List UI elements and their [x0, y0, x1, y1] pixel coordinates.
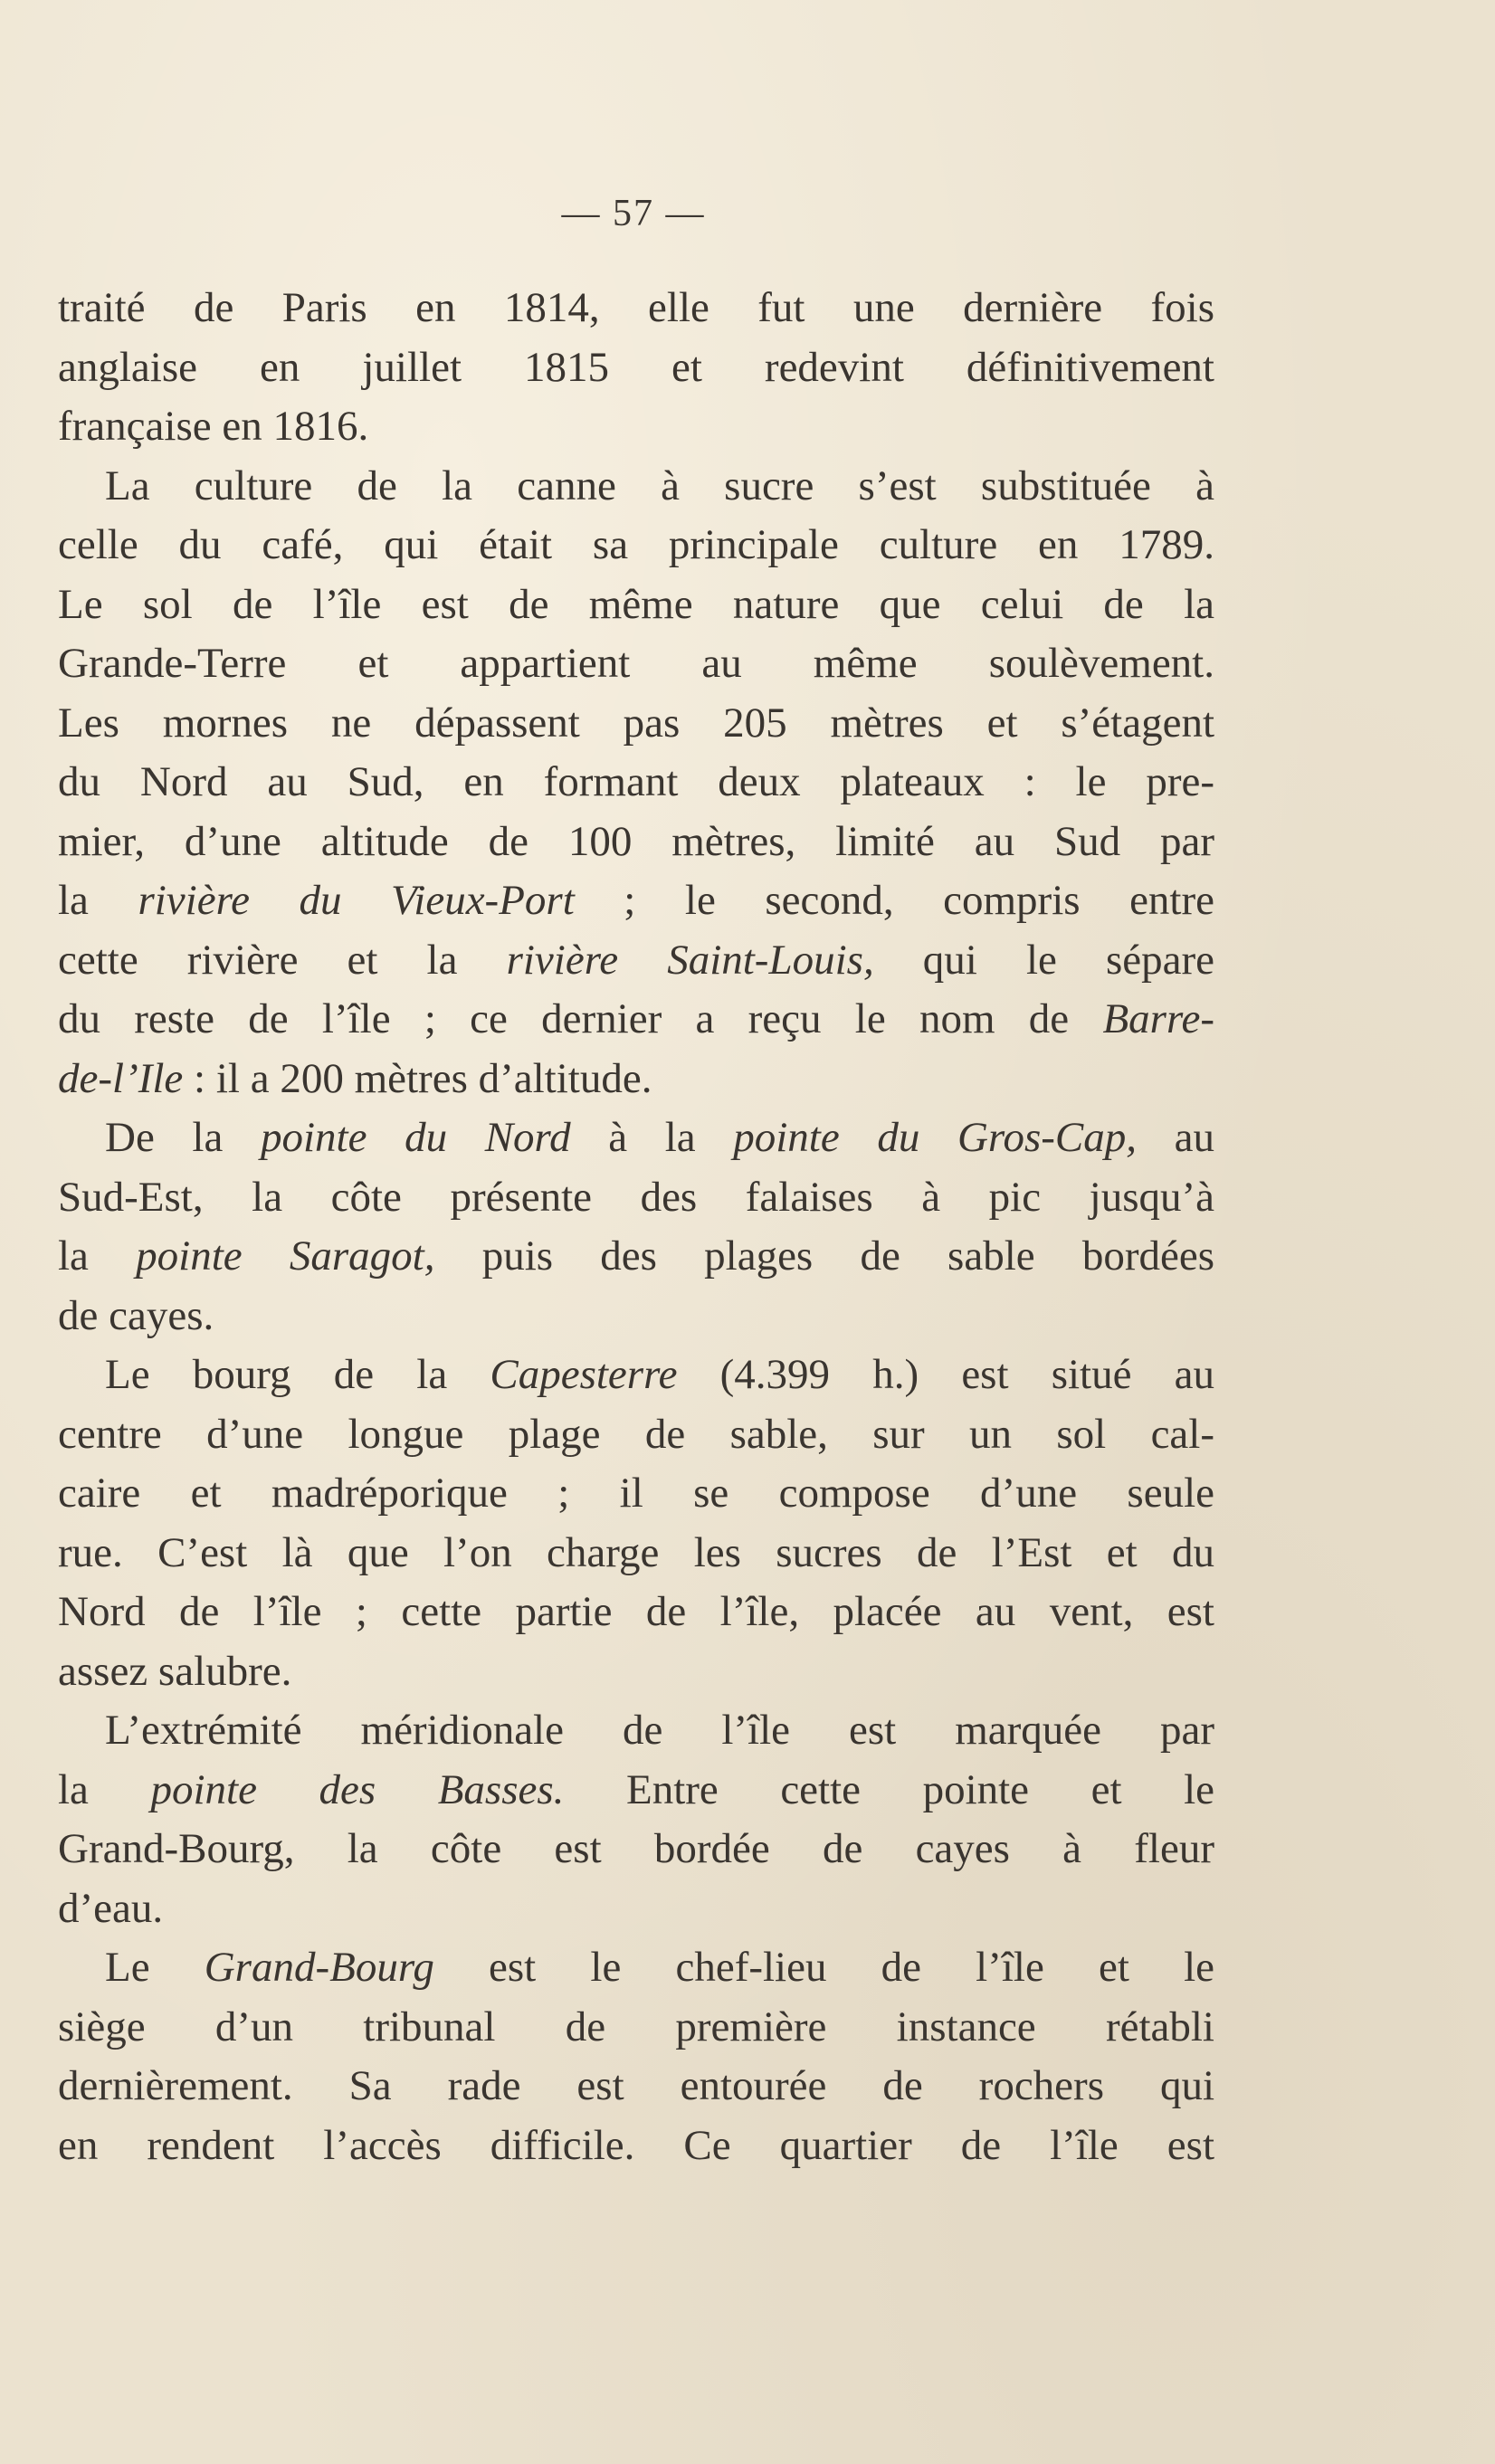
text-line: Le Grand-Bourg est le chef-lieu de l’île et le — [105, 1944, 1214, 1991]
text-line: anglaise en juillet 1815 et redevint définitivement — [58, 343, 1214, 391]
text-line: Le bourg de la Capesterre (4.399 h.) est situé au — [105, 1351, 1214, 1398]
text-line: siège d’un tribunal de première instance rétabli — [58, 2003, 1214, 2050]
text-line: centre d’une longue plage de sable, sur un sol cal- — [58, 1410, 1214, 1458]
text-line: cette rivière et la rivière Saint-Louis, qui le sépare — [58, 936, 1214, 984]
text-line: la pointe Saragot, puis des plages de sable bordées — [58, 1232, 1214, 1280]
text-line: Grand-Bourg, la côte est bordée de cayes à fleur — [58, 1825, 1214, 1872]
text-line: française en 1816. — [58, 403, 369, 450]
text-line: celle du café, qui était sa principale culture en 1789. — [58, 521, 1214, 568]
text-line: la rivière du Vieux-Port ; le second, compris entre — [58, 877, 1214, 924]
text-line: Grande-Terre et appartient au même soulèvement. — [58, 640, 1214, 687]
text-line: dernièrement. Sa rade est entourée de rochers qui — [58, 2062, 1214, 2109]
text-line: L’extrémité méridionale de l’île est marquée par — [105, 1707, 1214, 1754]
text-line: mier, d’une altitude de 100 mètres, limité au Sud par — [58, 817, 1214, 865]
text-line: la pointe des Basses. Entre cette pointe et le — [58, 1765, 1214, 1813]
body-text — [58, 279, 1214, 2175]
page-number: — 57 — — [561, 193, 706, 234]
text-line: rue. C’est là que l’on charge les sucres de l’Est et du — [58, 1528, 1214, 1576]
text-line: La culture de la canne à sucre s’est substituée à — [105, 461, 1214, 509]
text-line: en rendent l’accès difficile. Ce quartier de l’île est — [58, 2121, 1214, 2169]
text-line: Nord de l’île ; cette partie de l’île, placée au vent, est — [58, 1588, 1214, 1635]
text-line: d’eau. — [58, 1884, 164, 1932]
text-line: traité de Paris en 1814, elle fut une dernière fois — [58, 284, 1214, 331]
text-line: Les mornes ne dépassent pas 205 mètres et s’étagent — [58, 699, 1214, 747]
text-line: de cayes. — [58, 1291, 214, 1339]
text-line: du Nord au Sud, en formant deux plateaux : le pre- — [58, 758, 1214, 805]
text-line: De la pointe du Nord à la pointe du Gros-Cap, au — [105, 1114, 1214, 1161]
text-line: Le sol de l’île est de même nature que celui de la — [58, 580, 1214, 628]
text-line: assez salubre. — [58, 1647, 292, 1695]
text-line: Sud-Est, la côte présente des falaises à pic jusqu’à — [58, 1173, 1214, 1221]
text-line: du reste de l’île ; ce dernier a reçu le nom de Barre- — [58, 995, 1214, 1042]
text-line: de-l’Ile : il a 200 mètres d’altitude. — [58, 1054, 652, 1102]
text-line: caire et madréporique ; il se compose d’une seule — [58, 1470, 1214, 1517]
